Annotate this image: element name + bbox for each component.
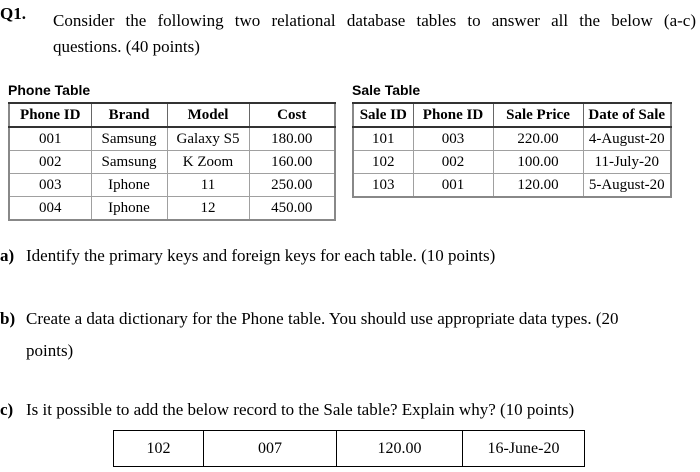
table-cell: Iphone bbox=[91, 174, 167, 197]
part-b-label: b) bbox=[0, 309, 16, 328]
table-cell: 004 bbox=[9, 197, 91, 221]
question-text-line1: Consider the following two relational database tables to answer all the below (a-c) bbox=[53, 11, 696, 30]
table-row bbox=[353, 151, 671, 174]
phone-table bbox=[8, 102, 336, 221]
table-row bbox=[9, 174, 335, 197]
new-record-table bbox=[113, 430, 585, 467]
table-cell: 001 bbox=[9, 127, 91, 151]
table-row bbox=[353, 127, 671, 151]
sale-table-header-row bbox=[353, 103, 671, 127]
part-a-text: Identify the primary keys and foreign keys for each table. (10 points) bbox=[26, 246, 496, 265]
table-cell: 180.00 bbox=[249, 127, 335, 151]
table-cell: Galaxy S5 bbox=[167, 127, 249, 151]
phone-table-header-row bbox=[9, 103, 335, 127]
table-cell: 5-August-20 bbox=[583, 174, 671, 198]
part-b-text-line1: Create a data dictionary for the Phone table. You should use appropriate data types. (20 bbox=[26, 309, 619, 328]
record-sale-id: 102 bbox=[114, 431, 204, 467]
table-cell: 003 bbox=[9, 174, 91, 197]
sale-table-header-cell: Sale ID bbox=[353, 103, 413, 127]
phone-table-caption: Phone Table bbox=[8, 82, 91, 98]
phone-table-header-cell: Cost bbox=[249, 103, 335, 127]
table-cell: 250.00 bbox=[249, 174, 335, 197]
table-cell: 450.00 bbox=[249, 197, 335, 221]
record-sale-price: 120.00 bbox=[337, 431, 463, 467]
table-cell: Samsung bbox=[91, 127, 167, 151]
table-cell: Iphone bbox=[91, 197, 167, 221]
sale-table-header-cell: Phone ID bbox=[413, 103, 493, 127]
sale-table bbox=[352, 102, 672, 198]
table-cell: 120.00 bbox=[493, 174, 583, 198]
table-cell: 003 bbox=[413, 127, 493, 151]
record-date-of-sale: 16-June-20 bbox=[463, 431, 585, 467]
question-number: Q1. bbox=[0, 4, 26, 23]
sale-table-header-cell: Date of Sale bbox=[583, 103, 671, 127]
table-cell: 4-August-20 bbox=[583, 127, 671, 151]
table-cell: 160.00 bbox=[249, 151, 335, 174]
table-cell: 103 bbox=[353, 174, 413, 198]
phone-table-header-cell: Phone ID bbox=[9, 103, 91, 127]
table-row bbox=[353, 174, 671, 198]
table-cell: 101 bbox=[353, 127, 413, 151]
table-cell: 11-July-20 bbox=[583, 151, 671, 174]
part-a-label: a) bbox=[0, 246, 15, 265]
record-phone-id: 007 bbox=[204, 431, 337, 467]
question-text-line2: questions. (40 points) bbox=[53, 37, 200, 56]
table-cell: 100.00 bbox=[493, 151, 583, 174]
table-cell: K Zoom bbox=[167, 151, 249, 174]
part-b-text-line2: points) bbox=[26, 341, 74, 360]
table-cell: 001 bbox=[413, 174, 493, 198]
table-row bbox=[9, 197, 335, 221]
table-cell: 220.00 bbox=[493, 127, 583, 151]
table-row bbox=[114, 431, 585, 467]
table-cell: 002 bbox=[9, 151, 91, 174]
table-cell: 11 bbox=[167, 174, 249, 197]
table-cell: Samsung bbox=[91, 151, 167, 174]
part-c-text: Is it possible to add the below record to the Sale table? Explain why? (10 points) bbox=[26, 400, 575, 419]
sale-table-header-cell: Sale Price bbox=[493, 103, 583, 127]
phone-table-header-cell: Model bbox=[167, 103, 249, 127]
table-cell: 12 bbox=[167, 197, 249, 221]
table-row bbox=[9, 127, 335, 151]
table-cell: 102 bbox=[353, 151, 413, 174]
phone-table-header-cell: Brand bbox=[91, 103, 167, 127]
table-cell: 002 bbox=[413, 151, 493, 174]
part-c-label: c) bbox=[0, 400, 14, 419]
sale-table-caption: Sale Table bbox=[352, 82, 421, 98]
table-row bbox=[9, 151, 335, 174]
